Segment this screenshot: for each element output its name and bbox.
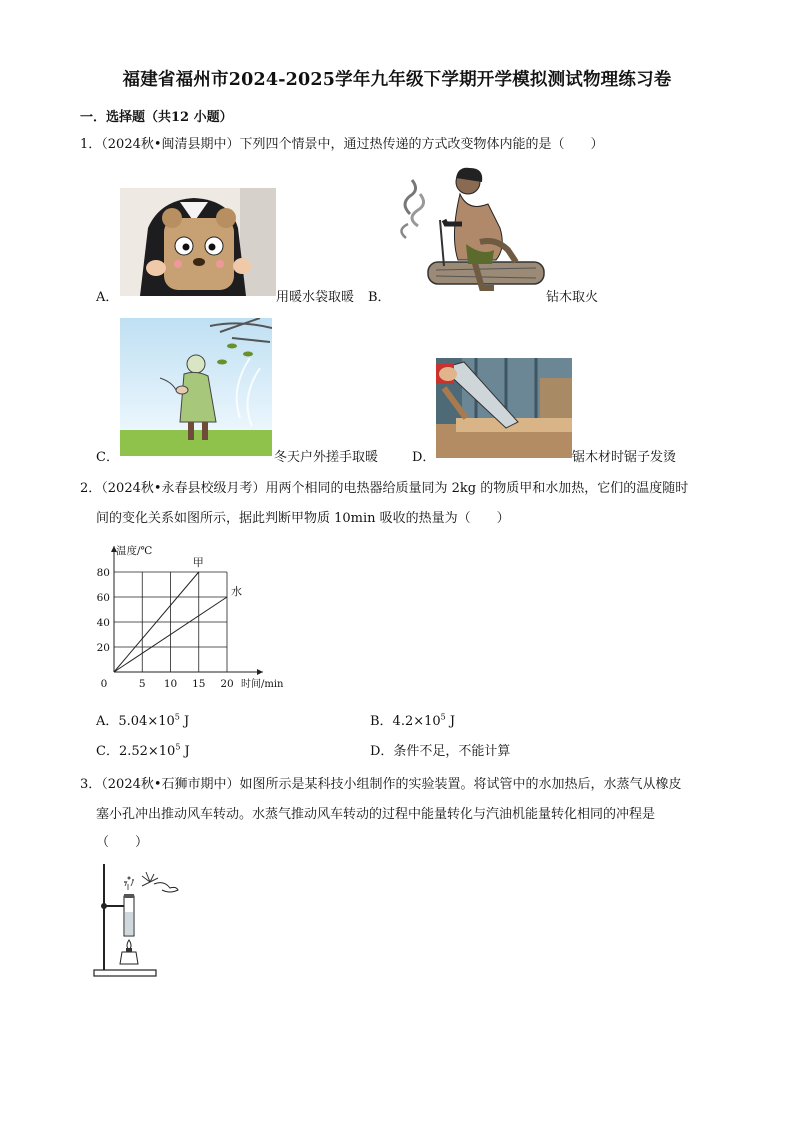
chart-axes — [111, 546, 263, 675]
question-3-stem-line-2: 塞小孔冲出推动风车转动。水蒸气推动风车转动的过程中能量转化与汽油机能量转化相同的冲程是 — [96, 807, 656, 822]
y-tick-label: 80 — [96, 567, 110, 579]
x-tick-label: 20 — [220, 678, 234, 690]
drilling-wood-fire-image — [396, 164, 546, 296]
q1-option-d-letter: D． — [412, 450, 436, 465]
q2-option-b-exponent: 5 — [440, 712, 446, 722]
q1-option-a-letter: A． — [96, 290, 119, 305]
hot-water-bottle-image — [120, 188, 276, 296]
x-axis-arrow — [257, 669, 263, 675]
temperature-time-chart — [86, 540, 296, 698]
question-2-stem-line-1: 2．（2024秋•永春县校级月考）用两个相同的电热器给质量同为 2kg 的物质甲和水加热，它们的温度随时 — [80, 481, 689, 496]
q2-option-c-unit: J — [180, 744, 190, 759]
q1-option-b-letter: B． — [368, 290, 391, 305]
y-axis-title: 温度/℃ — [116, 545, 153, 557]
q2-option-b-prefix: B．4.2×10 — [370, 714, 441, 729]
rubbing-hands-image — [120, 318, 272, 456]
q1-option-a-caption: 用暖水袋取暖 — [276, 290, 355, 305]
q2-option-a-unit: J — [179, 714, 190, 729]
q2-option-a-prefix: A．5.04×10 — [96, 714, 175, 729]
x-tick-label: 0 — [100, 678, 108, 690]
q2-option-a-exponent: 5 — [174, 712, 180, 722]
y-tick-label: 20 — [96, 642, 110, 654]
y-tick-label: 40 — [96, 617, 110, 629]
question-3-stem-line-1: 3．（2024秋•石狮市期中）如图所示是某科技小组制作的实验装置。将试管中的水加热后，水蒸气从橡皮 — [80, 777, 682, 792]
q1-option-c-letter: C． — [96, 450, 119, 465]
series-label: 水 — [231, 585, 242, 598]
q2-option-c[interactable] — [96, 740, 190, 759]
q2-option-b[interactable] — [370, 710, 455, 729]
q2-option-c-prefix: C．2.52×10 — [96, 744, 176, 759]
sawing-wood-image — [436, 358, 572, 458]
chart-labels — [97, 544, 284, 690]
x-axis-title: 时间/min — [241, 679, 284, 690]
q2-option-b-unit: J — [445, 714, 456, 729]
x-tick-label: 10 — [163, 678, 178, 690]
question-2-stem-line-2: 间的变化关系如图所示，据此判断甲物质 10min 吸收的热量为（ ） — [96, 511, 510, 526]
question-3-stem-line-3: （ ） — [96, 835, 149, 850]
q1-option-b-caption: 钻木取火 — [546, 290, 599, 305]
x-tick-label: 5 — [138, 678, 146, 690]
page-title: 福建省福州市2024-2025学年九年级下学期开学模拟测试物理练习卷 — [122, 70, 672, 90]
q2-option-d[interactable]: D．条件不足，不能计算 — [370, 744, 511, 759]
question-1-stem: 1．（2024秋•闽清县期中）下列四个情景中，通过热传递的方式改变物体内能的是（ ） — [80, 137, 604, 152]
q2-option-c-exponent: 5 — [175, 742, 181, 752]
y-tick-label: 60 — [96, 592, 110, 604]
q1-option-c-caption: 冬天户外搓手取暖 — [274, 450, 379, 465]
section-heading: 一．选择题（共12 小题） — [80, 110, 233, 125]
steam-windmill-apparatus-image — [92, 860, 184, 980]
q2-option-a[interactable] — [96, 710, 189, 729]
series-label: 甲 — [192, 556, 204, 569]
chart-grid — [114, 572, 227, 672]
q1-option-d-caption: 锯木材时锯子发烫 — [572, 450, 677, 465]
x-tick-label: 15 — [192, 678, 206, 690]
